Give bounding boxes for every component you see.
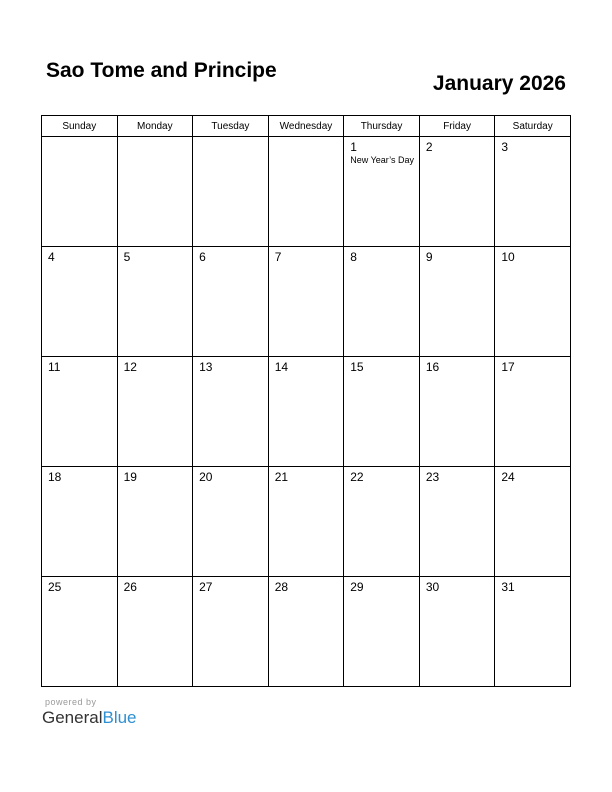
weekday-thursday: Thursday — [344, 116, 420, 137]
day-number: 21 — [274, 470, 289, 484]
day-number: 24 — [501, 470, 515, 484]
day-cell — [42, 467, 118, 577]
day-number: 19 — [123, 470, 137, 484]
day-cell — [495, 467, 571, 577]
day-cell — [193, 137, 269, 247]
day-number: 22 — [350, 470, 364, 484]
day-number: 1 — [350, 140, 357, 154]
day-cell — [193, 577, 269, 687]
day-cell — [42, 137, 118, 247]
brand-general: General — [42, 708, 103, 727]
day-number: 8 — [350, 250, 357, 264]
day-cell — [268, 247, 344, 357]
day-number: 13 — [199, 360, 213, 374]
week-row — [42, 577, 571, 687]
day-cell — [268, 137, 344, 247]
powered-by-label: powered by — [45, 697, 97, 707]
day-cell — [419, 467, 495, 577]
day-number: 20 — [199, 470, 213, 484]
day-cell — [117, 357, 193, 467]
week-row — [42, 247, 571, 357]
day-number — [193, 137, 268, 140]
day-cell — [344, 577, 420, 687]
weekday-tuesday: Tuesday — [193, 116, 269, 137]
holiday-label: New Year’s Day — [350, 155, 414, 165]
day-cell — [344, 357, 420, 467]
day-number: 5 — [123, 250, 131, 264]
day-cell — [495, 357, 571, 467]
day-cell — [419, 577, 495, 687]
brand-blue: Blue — [102, 708, 137, 727]
day-number: 10 — [501, 250, 515, 264]
calendar-grid — [41, 115, 571, 687]
day-cell — [268, 357, 344, 467]
weekday-sunday: Sunday — [42, 116, 118, 137]
day-cell — [193, 247, 269, 357]
day-number: 6 — [199, 250, 206, 264]
day-cell — [268, 467, 344, 577]
day-number: 14 — [274, 360, 289, 374]
day-number: 4 — [48, 250, 55, 264]
day-number: 31 — [501, 580, 515, 594]
country-title: Sao Tome and Principe — [46, 59, 277, 82]
day-cell — [117, 467, 193, 577]
week-row — [42, 467, 571, 577]
weekday-monday: Monday — [117, 116, 193, 137]
weekday-wednesday: Wednesday — [268, 116, 344, 137]
day-number: 28 — [274, 580, 289, 594]
day-cell — [344, 247, 420, 357]
day-number: 7 — [274, 250, 282, 264]
day-cell — [42, 357, 118, 467]
day-cell — [42, 577, 118, 687]
day-number: 23 — [425, 470, 440, 484]
day-cell — [117, 247, 193, 357]
weekday-header-row — [42, 116, 571, 137]
week-row — [42, 137, 571, 247]
day-cell — [193, 357, 269, 467]
day-number: 26 — [123, 580, 137, 594]
day-cell — [344, 467, 420, 577]
generalblue-logo[interactable] — [42, 708, 137, 728]
day-number: 3 — [501, 140, 509, 154]
day-number: 16 — [425, 360, 440, 374]
day-number: 29 — [350, 580, 364, 594]
day-cell — [495, 577, 571, 687]
day-number: 12 — [123, 360, 137, 374]
day-cell — [193, 467, 269, 577]
day-cell — [419, 137, 495, 247]
day-number: 15 — [350, 360, 364, 374]
weekday-saturday: Saturday — [495, 116, 571, 137]
day-cell — [42, 247, 118, 357]
day-cell — [117, 577, 193, 687]
day-cell — [495, 137, 571, 247]
week-row — [42, 357, 571, 467]
day-number — [269, 137, 344, 140]
day-number: 17 — [501, 360, 515, 374]
day-cell — [495, 247, 571, 357]
day-cell — [117, 137, 193, 247]
day-cell — [419, 357, 495, 467]
day-number: 25 — [48, 580, 62, 594]
day-number — [118, 137, 193, 140]
month-title: January 2026 — [432, 72, 566, 95]
day-cell — [419, 247, 495, 357]
day-number: 9 — [425, 250, 433, 264]
day-number: 11 — [48, 360, 61, 374]
day-number — [42, 137, 117, 140]
day-number: 27 — [199, 580, 213, 594]
day-number: 30 — [425, 580, 440, 594]
weekday-friday: Friday — [419, 116, 495, 137]
day-number: 18 — [48, 470, 62, 484]
day-cell — [268, 577, 344, 687]
day-number: 2 — [425, 140, 433, 154]
day-cell — [344, 137, 420, 247]
